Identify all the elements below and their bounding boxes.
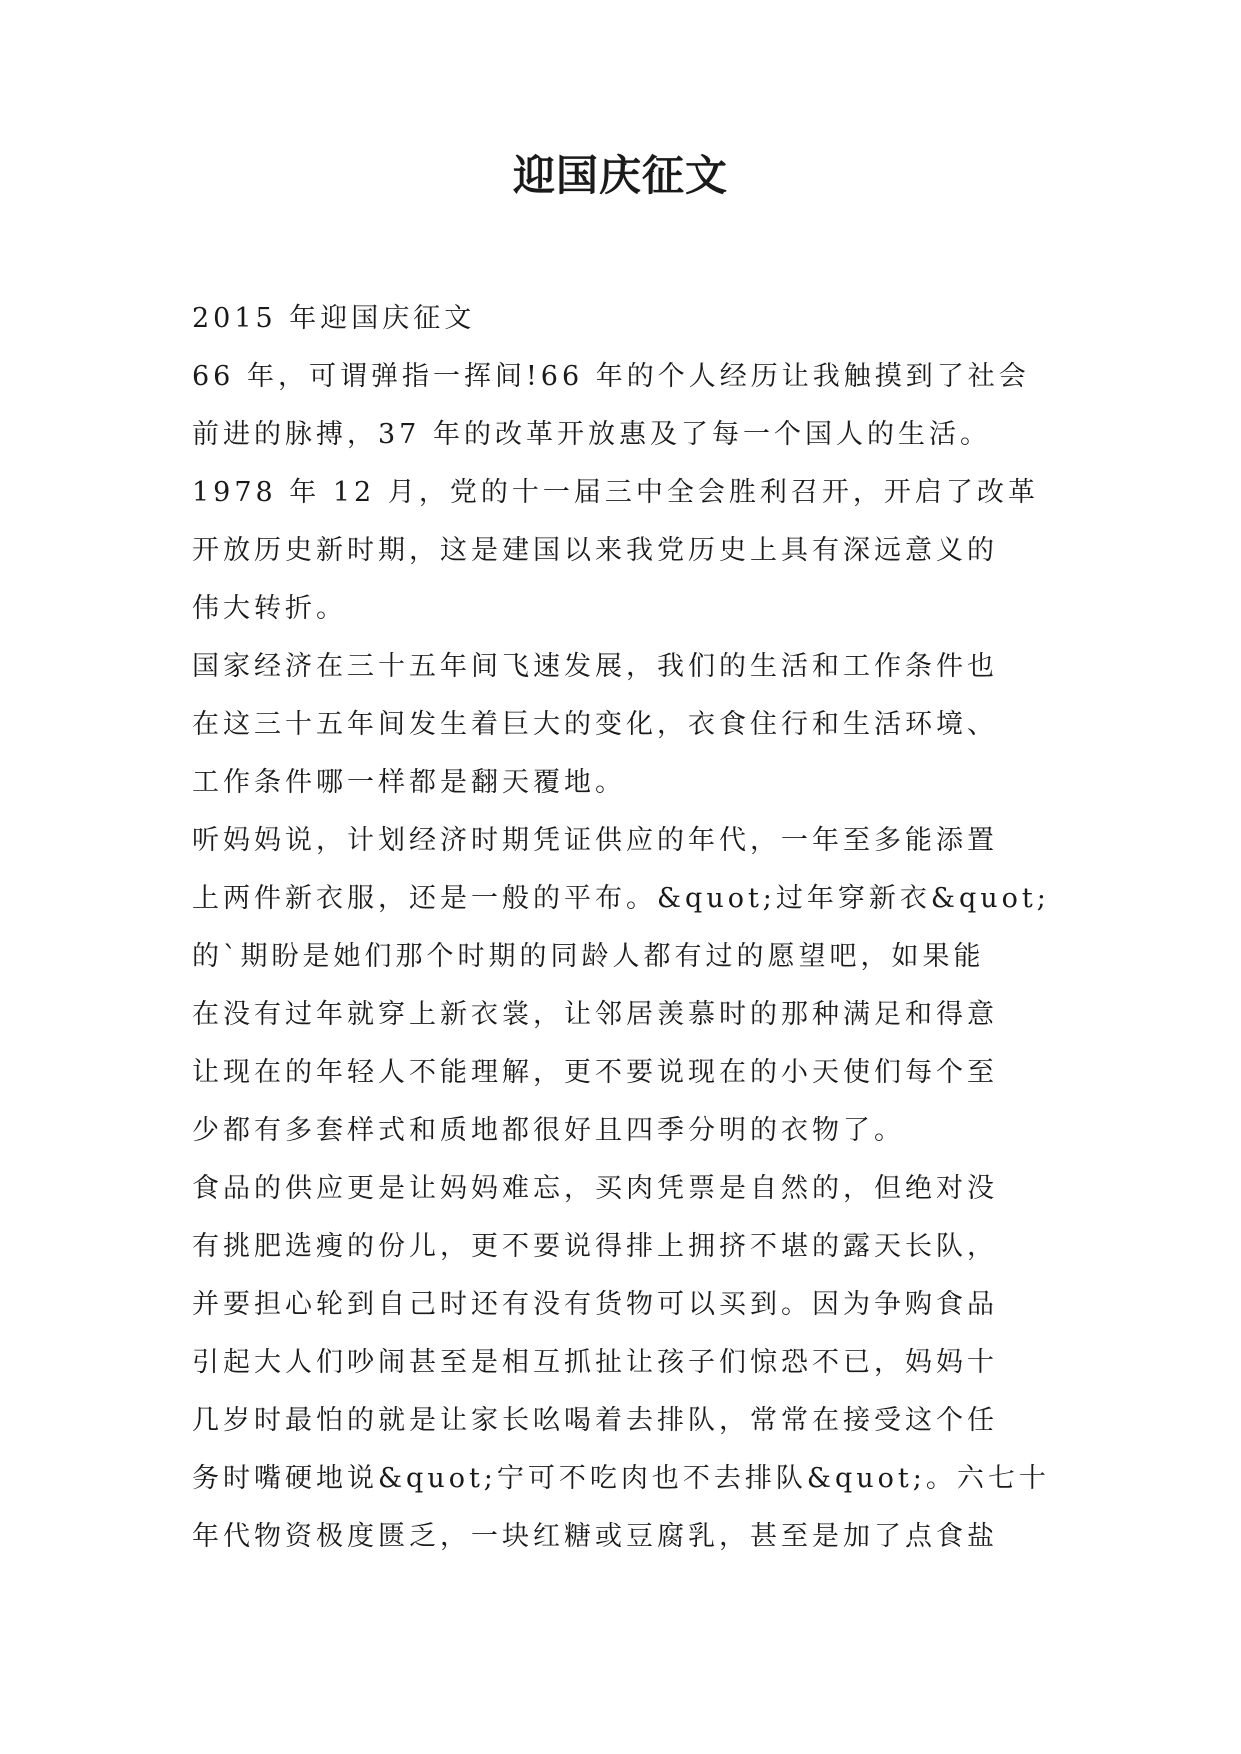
body-line: 伟大转折。 bbox=[192, 593, 347, 624]
body-line: 前进的脉搏，37 年的改革开放惠及了每一个国人的生活。 bbox=[192, 419, 991, 450]
body-line: 在没有过年就穿上新衣裳，让邻居羡慕时的那种满足和得意 bbox=[192, 999, 998, 1030]
body-line: 有挑肥选瘦的份儿，更不要说得排上拥挤不堪的露天长队， bbox=[192, 1231, 998, 1262]
body-line: 66 年，可谓弹指一挥间!66 年的个人经历让我触摸到了社会 bbox=[192, 361, 1030, 392]
body-line: 并要担心轮到自己时还有没有货物可以买到。因为争购食品 bbox=[192, 1289, 998, 1320]
body-line: 务时嘴硬地说&quot;宁可不吃肉也不去排队&quot;。六七十 bbox=[192, 1463, 1050, 1494]
body-line: 几岁时最怕的就是让家长吆喝着去排队，常常在接受这个任 bbox=[192, 1405, 998, 1436]
body-line: 让现在的年轻人不能理解，更不要说现在的小天使们每个至 bbox=[192, 1057, 998, 1088]
body-line: 2015 年迎国庆征文 bbox=[192, 303, 476, 334]
document-title: 迎国庆征文 bbox=[512, 151, 728, 200]
body-line: 少都有多套样式和质地都很好且四季分明的衣物了。 bbox=[192, 1115, 905, 1146]
body-line: 听妈妈说，计划经济时期凭证供应的年代，一年至多能添置 bbox=[192, 825, 998, 856]
document-body bbox=[192, 290, 1060, 1566]
body-line: 1978 年 12 月，党的十一届三中全会胜利召开，开启了改革 bbox=[192, 477, 1039, 508]
body-line: 上两件新衣服，还是一般的平布。&quot;过年穿新衣&quot; bbox=[192, 883, 1050, 914]
body-line: 开放历史新时期，这是建国以来我党历史上具有深远意义的 bbox=[192, 535, 998, 566]
body-line: 年代物资极度匮乏，一块红糖或豆腐乳，甚至是加了点食盐 bbox=[192, 1521, 998, 1552]
body-line: 食品的供应更是让妈妈难忘，买肉凭票是自然的，但绝对没 bbox=[192, 1173, 998, 1204]
body-line: 在这三十五年间发生着巨大的变化，衣食住行和生活环境、 bbox=[192, 709, 998, 740]
body-line: 国家经济在三十五年间飞速发展，我们的生活和工作条件也 bbox=[192, 651, 998, 682]
body-line: 的`期盼是她们那个时期的同龄人都有过的愿望吧，如果能 bbox=[192, 941, 985, 972]
body-line: 工作条件哪一样都是翻天覆地。 bbox=[192, 767, 626, 798]
body-line: 引起大人们吵闹甚至是相互抓扯让孩子们惊恐不已，妈妈十 bbox=[192, 1347, 998, 1378]
